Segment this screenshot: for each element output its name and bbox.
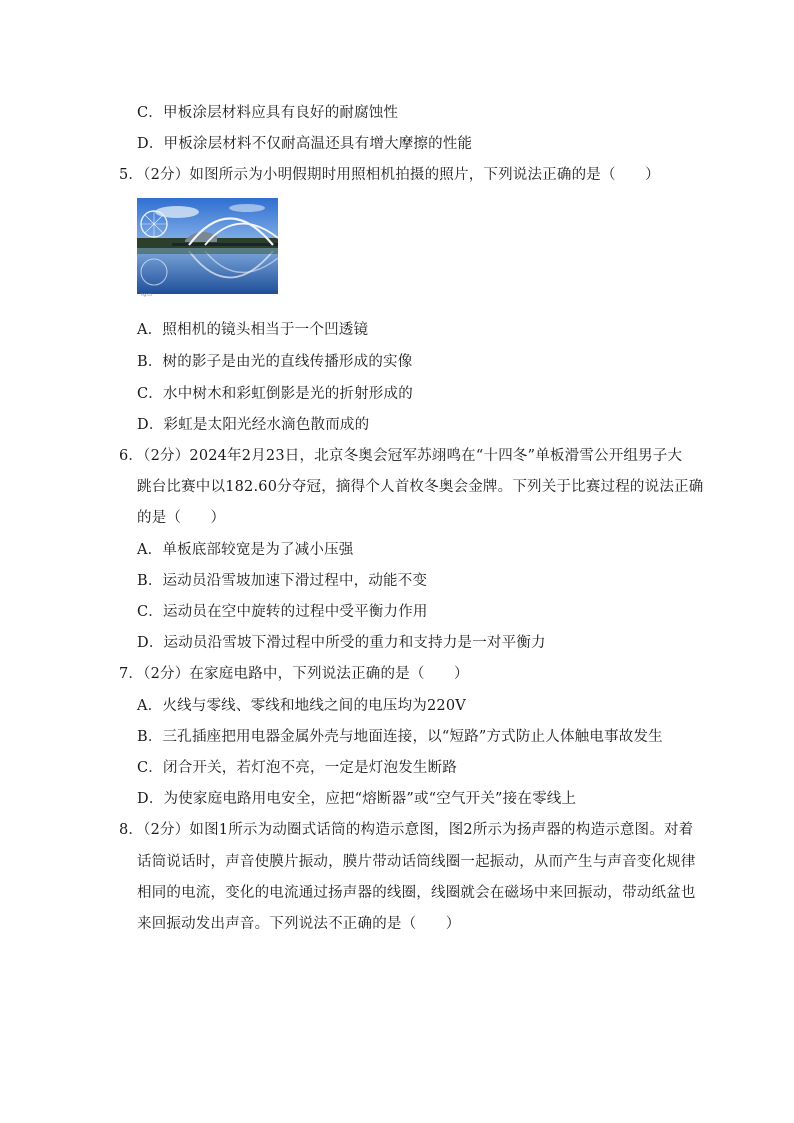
q5-option-d: D．彩虹是太阳光经水滴色散而成的 [137, 417, 370, 433]
q6-option-d: D．运动员沿雪坡下滑过程中所受的重力和支持力是一对平衡力 [137, 635, 546, 651]
q7-stem: 7．（2分）在家庭电路中，下列说法正确的是（ ） [119, 666, 469, 682]
q5-option-c: C．水中树木和彩虹倒影是光的折射形成的 [137, 386, 413, 402]
q5-option-b: B．树的影子是由光的直线传播形成的实像 [137, 354, 413, 370]
q5-stem: 5．（2分）如图所示为小明假期时用照相机拍摄的照片，下列说法正确的是（ ） [119, 167, 660, 183]
photo-caption: ng.cn [141, 292, 153, 297]
q4-option-d: D．甲板涂层材料不仅耐高温还具有增大摩擦的性能 [137, 136, 473, 152]
q7-option-c: C．闭合开关，若灯泡不亮，一定是灯泡发生断路 [137, 760, 457, 776]
q8-stem-line1: 8．（2分）如图1所示为动圈式话筒的构造示意图，图2所示为扬声器的构造示意图。对着 [119, 822, 694, 838]
q7-option-b: B．三孔插座把用电器金属外壳与地面连接，以“短路”方式防止人体触电事故发生 [137, 729, 663, 745]
q6-stem-line3: 的是（ ） [137, 510, 226, 526]
q6-option-b: B．运动员沿雪坡加速下滑过程中，动能不变 [137, 573, 428, 589]
q4-option-c: C．甲板涂层材料应具有良好的耐腐蚀性 [137, 105, 399, 121]
q8-stem-line2: 话筒说话时，声音使膜片振动，膜片带动话筒线圈一起振动，从而产生与声音变化规律 [137, 854, 696, 870]
bridge-photo [137, 198, 278, 299]
q5-option-a: A．照相机的镜头相当于一个凹透镜 [137, 322, 369, 338]
q8-stem-line4: 来回振动发出声音。下列说法不正确的是（ ） [137, 916, 461, 932]
q7-option-a: A．火线与零线、零线和地线之间的电压均为220V [137, 698, 466, 714]
q7-option-d: D．为使家庭电路用电安全，应把“熔断器”或“空气开关”接在零线上 [137, 791, 577, 807]
q6-stem-line1: 6．（2分）2024年2月23日，北京冬奥会冠军苏翊鸣在“十四冬”单板滑雪公开组男子大 [119, 448, 683, 464]
q6-option-c: C．运动员在空中旋转的过程中受平衡力作用 [137, 604, 428, 620]
q6-option-a: A．单板底部较宽是为了减小压强 [137, 542, 354, 558]
q8-stem-line3: 相同的电流，变化的电流通过扬声器的线圈，线圈就会在磁场中来回振动，带动纸盆也 [137, 885, 696, 901]
q6-stem-line2: 跳台比赛中以182.60分夺冠，摘得个人首枚冬奥会金牌。下列关于比赛过程的说法正确 [137, 479, 704, 495]
